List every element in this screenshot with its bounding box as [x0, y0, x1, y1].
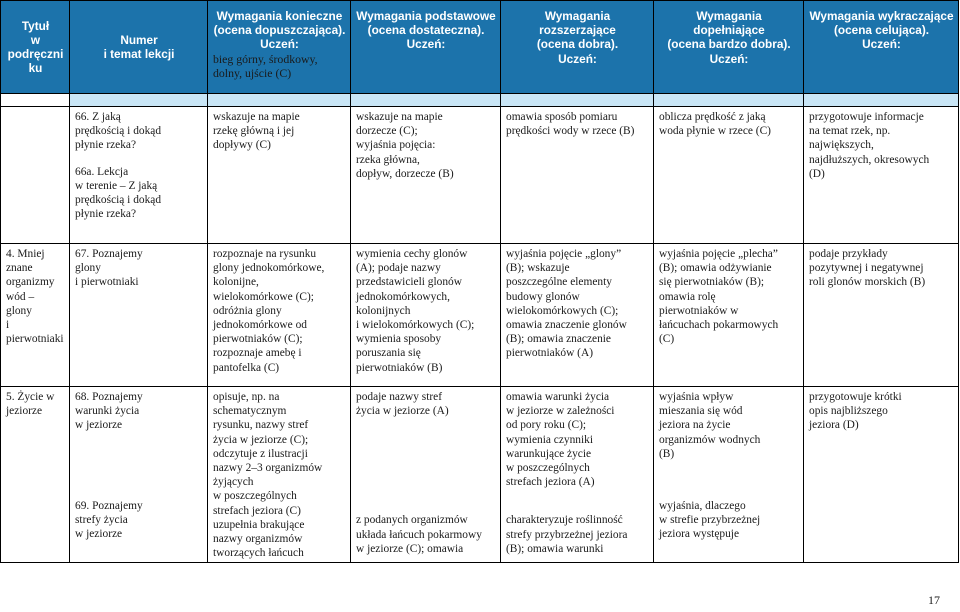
header-carryover-text: bieg górny, środkowy, dolny, ujście (C): [213, 51, 318, 80]
konieczne-cell: opisuje, np. na schematycznym rysunku, nazwy stref życia w jeziorze (C); odczytuje z ilustracji nazwy 2–3 organizmów żyjących w poszczególnych strefach jeziora (C) uzupełnia brakujące nazwy organizmów tworzących łańcuch: [208, 387, 351, 563]
table-row: [1, 107, 959, 244]
rozszerzajace-cell: omawia warunki życia w jeziorze w zależności od pory roku (C); wymienia czynniki warunkujące życie w poszczególnych strefach jeziora (A) charakteryzuje roślinność strefy przybrzeżnej jeziora (B); omawia warunki: [501, 387, 654, 563]
header-rozszerzajace-column: Wymagania rozszerzające (ocena dobra). Uczeń:: [501, 1, 654, 94]
table-header-row: [1, 1, 959, 94]
section-cell: [1, 107, 70, 244]
table-row: [1, 387, 959, 563]
page-number: 17: [928, 593, 940, 607]
dopelniajace-cell: wyjaśnia wpływ mieszania się wód jeziora na życie organizmów wodnych (B) wyjaśnia, dlaczego w strefie przybrzeżnej jeziora występuje: [654, 387, 804, 563]
header-konieczne-column: Wymagania konieczne (ocena dopuszczająca). Uczeń: bieg górny, środkowy, dolny, ujście (C): [208, 1, 351, 94]
podstawowe-cell: wymienia cechy glonów (A); podaje nazwy przedstawicieli glonów jednokomórkowych, kolonijnych i wielokomórkowych (C); wymienia sposoby poruszania się pierwotniaków (B): [351, 244, 501, 387]
header-lesson-column: Numer i temat lekcji: [70, 1, 208, 94]
header-wykraczajace-column: Wymagania wykraczające (ocena celująca). Uczeń:: [804, 1, 959, 94]
wykraczajace-cell: przygotowuje informacje na temat rzek, np. największych, najdłuższych, okresowych (D): [804, 107, 959, 244]
header-title-column: Tytuł w podręczniku: [1, 1, 70, 94]
section-cell: 4. Mniej znane organizmy wód – glony i pierwotniaki: [1, 244, 70, 387]
podstawowe-cell: wskazuje na mapie dorzecze (C); wyjaśnia pojęcia: rzeka główna, dopływ, dorzecze (B): [351, 107, 501, 244]
spacer-row: [1, 94, 959, 107]
rozszerzajace-cell: omawia sposób pomiaru prędkości wody w rzece (B): [501, 107, 654, 244]
dopelniajace-cell: oblicza prędkość z jaką woda płynie w rzece (C): [654, 107, 804, 244]
dopelniajace-cell: wyjaśnia pojęcie „plecha” (B); omawia odżywianie się pierwotniaków (B); omawia rolę pierwotniaków w łańcuchach pokarmowych (C): [654, 244, 804, 387]
konieczne-cell: rozpoznaje na rysunku glony jednokomórkowe, kolonijne, wielokomórkowe (C); odróżnia glony jednokomórkowe od pierwotniaków (C); rozpoznaje amebę i pantofelka (C): [208, 244, 351, 387]
rozszerzajace-cell: wyjaśnia pojęcie „glony” (B); wskazuje poszczególne elementy budowy glonów wielokomórkowych (C); omawia znaczenie glonów (B); omawia znaczenie pierwotniaków (A): [501, 244, 654, 387]
header-dopelniajace-column: Wymagania dopełniające (ocena bardzo dobra). Uczeń:: [654, 1, 804, 94]
konieczne-cell: wskazuje na mapie rzekę główną i jej dopływy (C): [208, 107, 351, 244]
wykraczajace-cell: podaje przykłady pozytywnej i negatywnej roli glonów morskich (B): [804, 244, 959, 387]
section-cell: 5. Życie w jeziorze: [1, 387, 70, 563]
table-row: [1, 244, 959, 387]
podstawowe-cell: podaje nazwy stref życia w jeziorze (A) z podanych organizmów układa łańcuch pokarmowy w jeziorze (C); omawia: [351, 387, 501, 563]
lesson-cell: 68. Poznajemy warunki życia w jeziorze 69. Poznajemy strefy życia w jeziorze: [70, 387, 208, 563]
lesson-cell: 66. Z jaką prędkością i dokąd płynie rzeka? 66a. Lekcja w terenie – Z jaką prędkością i dokąd płynie rzeka?: [70, 107, 208, 244]
header-podstawowe-column: Wymagania podstawowe (ocena dostateczna). Uczeń:: [351, 1, 501, 94]
wykraczajace-cell: przygotowuje krótki opis najbliższego jeziora (D): [804, 387, 959, 563]
lesson-cell: 67. Poznajemy glony i pierwotniaki: [70, 244, 208, 387]
